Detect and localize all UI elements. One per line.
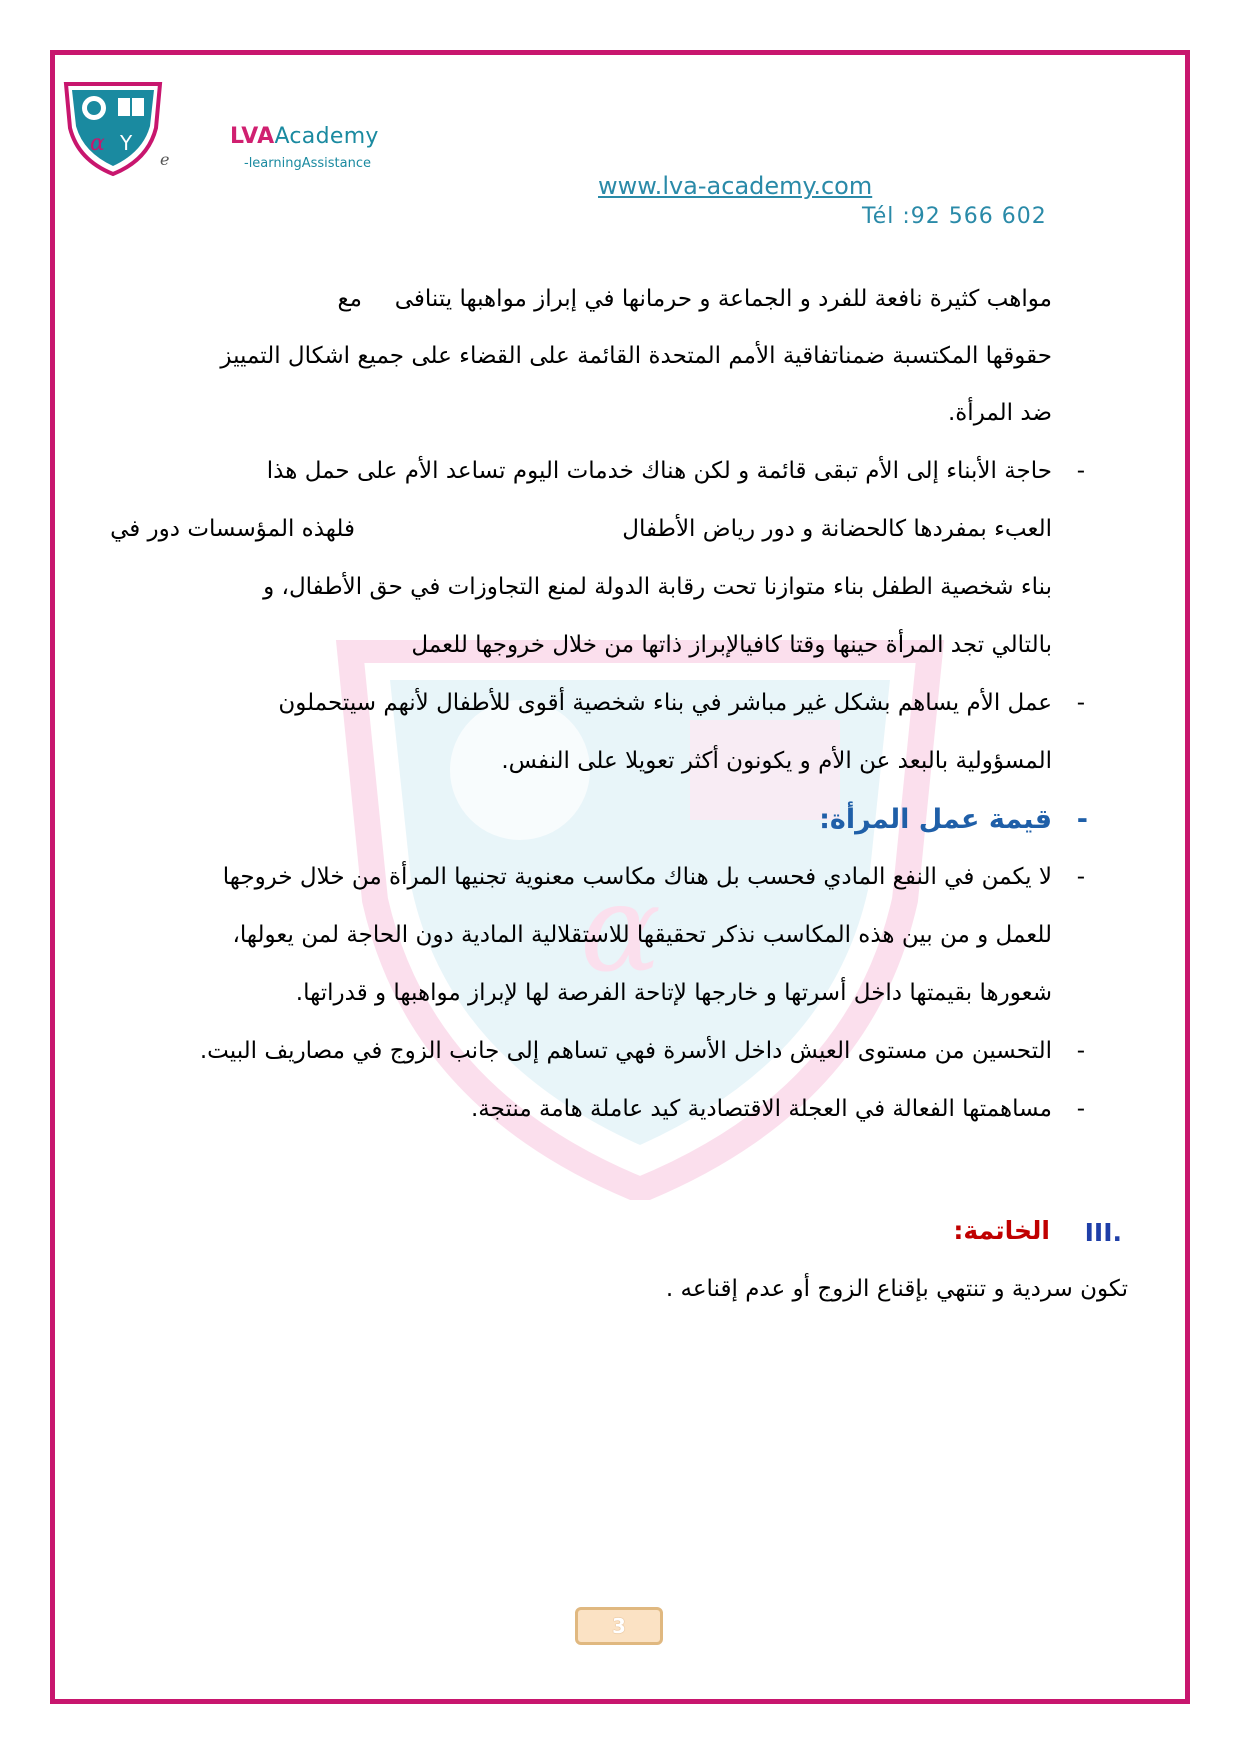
bullet1-line2b: فلهذه المؤسسات دور في xyxy=(110,516,355,542)
conclusion-text: تكون سردية و تنتهي بإقناع الزوج أو عدم إقناعه . xyxy=(665,1276,1128,1302)
svg-text:α: α xyxy=(90,131,105,156)
bullet-dash: - xyxy=(1076,1038,1085,1064)
brand-name[interactable] xyxy=(230,124,379,149)
bullet1-line2a: العبء بمفردها كالحضانة و دور رياض الأطفال xyxy=(622,516,1052,542)
para1-line1-end: مع xyxy=(337,286,362,312)
bullet-dash: - xyxy=(1076,1096,1085,1122)
brand-subtitle: -learningAssistance xyxy=(244,156,371,171)
lva-academy-logo xyxy=(58,78,168,178)
phone-number: Tél :92 566 602 xyxy=(862,204,1047,229)
bullet3-line1: لا يكمن في النفع المادي فحسب بل هناك مكاسب معنوية تجنيها المرأة من خلال خروجها xyxy=(222,864,1052,890)
brand-e: e xyxy=(160,150,170,169)
brand-lva: LVA xyxy=(230,124,275,149)
page-number: 3 xyxy=(575,1607,663,1645)
brand-academy: Academy xyxy=(274,124,379,149)
bullet1-line4: بالتالي تجد المرأة حينها وقتا كافيالإبراز ذاتها من خلال خروجها للعمل xyxy=(411,632,1052,658)
bullet3-line2: للعمل و من بين هذه المكاسب نذكر تحقيقها للاستقلالية المادية دون الحاجة لمن يعولها، xyxy=(232,922,1052,948)
bullet5: مساهمتها الفعالة في العجلة الاقتصادية كيد عاملة هامة منتجة. xyxy=(470,1096,1052,1122)
heading-dash: - xyxy=(1076,804,1088,835)
section-heading: قيمة عمل المرأة: xyxy=(819,804,1052,835)
para1-line2: حقوقها المكتسبة ضمناتفاقية الأمم المتحدة القائمة على القضاء على جميع اشكال التمييز xyxy=(220,343,1052,369)
para1-line3: ضد المرأة. xyxy=(947,400,1052,426)
para1-line1: مواهب كثيرة نافعة للفرد و الجماعة و حرمانها في إبراز مواهبها يتنافى xyxy=(394,286,1052,312)
bullet-dash: - xyxy=(1076,864,1085,890)
bullet3-line3: شعورها بقيمتها داخل أسرتها و خارجها لإتاحة الفرصة لها لإبراز مواهبها و قدراتها. xyxy=(295,980,1052,1006)
bullet1-line1: حاجة الأبناء إلى الأم تبقى قائمة و لكن هناك خدمات اليوم تساعد الأم على حمل هذا xyxy=(266,458,1052,484)
bullet2-line2: المسؤولية بالبعد عن الأم و يكونون أكثر تعويلا على النفس. xyxy=(501,748,1052,774)
conclusion-number: III. xyxy=(1084,1218,1122,1247)
bullet-dash: - xyxy=(1076,690,1085,716)
bullet4: التحسين من مستوى العيش داخل الأسرة فهي تساهم إلى جانب الزوج في مصاريف البيت. xyxy=(199,1038,1052,1064)
bullet-dash: - xyxy=(1076,458,1085,484)
bullet2-line1: عمل الأم يساهم بشكل غير مباشر في بناء شخصية أقوى للأطفال لأنهم سيتحملون xyxy=(278,690,1052,716)
website-link[interactable]: www.lva-academy.com xyxy=(598,172,873,200)
bullet1-line3: بناء شخصية الطفل بناء متوازنا تحت رقابة الدولة لمنع التجاوزات في حق الأطفال، و xyxy=(263,574,1052,600)
conclusion-heading: الخاتمة: xyxy=(953,1216,1050,1245)
svg-text:Y: Y xyxy=(120,131,133,155)
svg-text:α: α xyxy=(580,860,662,999)
